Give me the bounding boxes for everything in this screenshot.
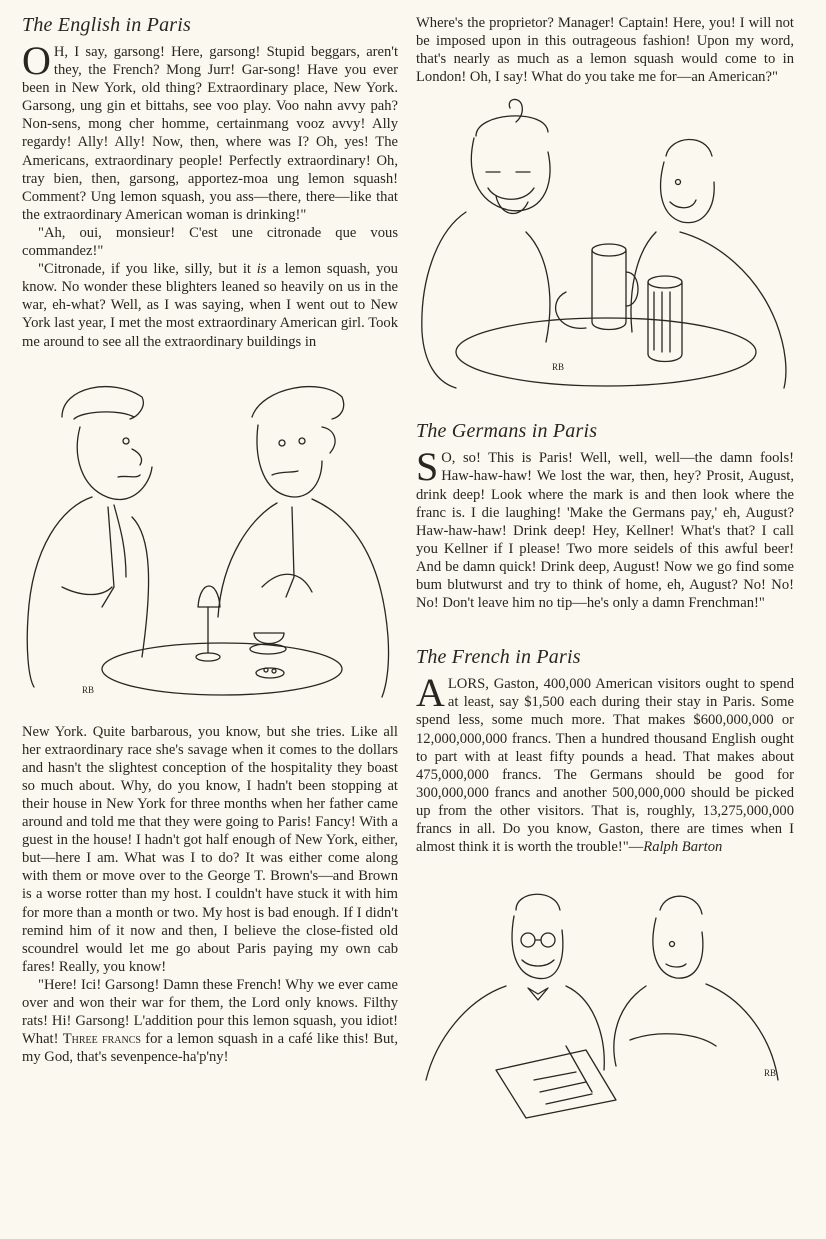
- french-dropcap: A: [416, 670, 445, 716]
- germans-paragraph: S O, so! This is Paris! Well, well, well—the damn fools! Haw-haw-haw! We lost the war, then, hey? Prosit, August, drink deep! Look where the mark is and then look where the franc is. I die laughing! 'Make the Germans pay,' eh, August? Haw-haw-haw! Drink deep! Hey, Kellner! What's that? I call you Kellner if I please! Two more seidels of this awful beer! And be damn quick! Drink deep, August! Now we go find some bum blutwurst and try to think of home, eh, August? No! No! No! Don't leave him no tip—he's only a damn Frenchman!": [416, 444, 794, 612]
- english-illus-initials: RB: [82, 684, 95, 695]
- french-illustration: [416, 870, 794, 1120]
- germans-section-title: The Germans in Paris: [416, 420, 598, 443]
- germans-dropcap: S: [416, 444, 439, 490]
- english-paragraph-2: "Ah, oui, monsieur! C'est une citronade que vous commandez!": [22, 224, 398, 260]
- english-dropcap: O: [22, 38, 51, 83]
- germans-illus-initials: RB: [552, 362, 565, 373]
- english-paragraph-6: Where's the proprietor? Manager! Captain! Here, you! I will not be imposed upon in this outrageous fashion! Upon my word, that's nearly as much as a lemon squash would come to in London! Oh, I say! What do you take me for—an American?": [416, 15, 794, 86]
- english-paragraph-4: New York. Quite barbarous, you know, but she tries. Like all her extraordinary race she's savage when it comes to the dollars and hasn't the slightest conception of the hospitality they boast so much about. Why, do you know, I hadn't been stopping at their house in New York for three months when her father came around and told me that they were going to Paris! Fancy! With a guest in the house! I hadn't got half enough of New York, either, but—here I am. What was I to do? It was either come along with them or move over to the George T. Brown's—and Brown is a worse rotter than my host. I couldn't have stuck it with him for more than a month or two. My host is bad enough. If I didn't remind him of it now and then, I believe the close-fisted old scoundrel would let me go about Paris paying my own cab fares! Really, you know!: [22, 723, 398, 975]
- french-section-title: The French in Paris: [416, 646, 581, 669]
- french-illus-initials: RB: [764, 1068, 777, 1079]
- english-paragraph-5: "Here! Ici! Garsong! Damn these French! Why we ever came over and won their war for them, the Lord only knows. Filthy rats! Hi! Garsong! L'addition pour this lemon squash, you idiot! What! Three francs for a lemon squash in a café like this! But, my God, that's sevenpence-ha'p'ny!: [22, 976, 398, 1066]
- right-column: [416, 0, 794, 1120]
- english-paragraph-1: O H, I say, garsong! Here, garsong! Stupid beggars, aren't they, the French? Mong Jurr! Gar-song! Have you ever been in New York, old thing? Extraordinary place, New York. Garsong, ung gin et bittahs, see voo play. Voo nahn avvy pah? Non-sens, mong cher homme, certainmang vooz avvy! Ally regardy! Ally! Ally! Now, then, where was I? Oh, yes! The Americans, extraordinary people! Perfectly extraordinary! Oh, tray bien, then, garsong, apportez-moa ung lemon squash! Comment? Ung lemon squash, you ass—there, there—like that the extraordinary American woman is drinking!": [22, 38, 398, 223]
- english-section-title: The English in Paris: [22, 14, 192, 36]
- english-paragraph-3: "Citronade, if you like, silly, but it is a lemon squash, you know. No wonder these blighters leaned so heavily on us in the war, eh-what? Well, as I was saying, when I went out to New York last year, I met the most extraordinary American girl. Took me around to see all the extraordinary buildings in: [22, 261, 398, 350]
- french-author: Ralph Barton: [643, 839, 723, 856]
- germans-illustration: [416, 92, 794, 392]
- left-column: [22, 0, 398, 1066]
- french-paragraph: ALORS, Gaston, 400,000 American visitors ought to spend at least, say $1,500 each during their stay in Paris. Some spend less, some much more. That makes $600,000,000 or 12,000,000,000 francs. Then a hundred thousand English ought to part with at least fifty pounds a head. That makes about 475,000,000 francs. The Germans should be good for 300,000,000 francs and another 500,000,000 should be picked up from the other visitors. That is, roughly, 13,275,000,000 francs in all. Do you know, Gaston, there are times when I almost think it is worth the trouble!"—Ralph Barton: [416, 670, 794, 856]
- english-illustration: [22, 357, 398, 717]
